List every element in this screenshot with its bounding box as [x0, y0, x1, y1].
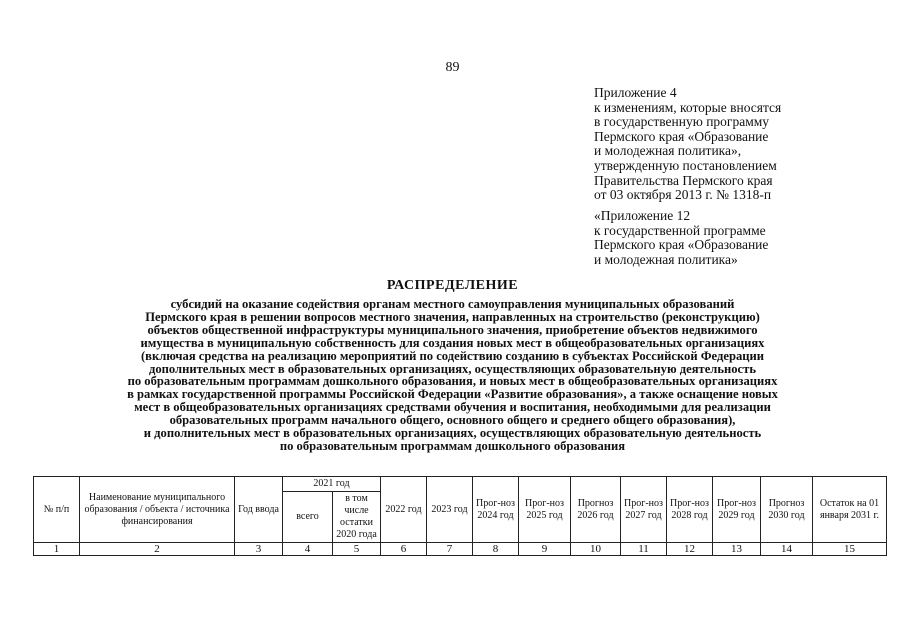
page-number: 89 [445, 60, 460, 75]
appendix-line: от 03 октября 2013 г. № 1318-п [594, 187, 772, 203]
header-year-input: Год ввода [235, 477, 283, 543]
column-number: 4 [283, 543, 333, 556]
subtitle-line: по образовательным программам дошкольного образования [279, 438, 626, 453]
column-number: 9 [519, 543, 571, 556]
header-2028: Прог-ноз 2028 год [667, 477, 713, 543]
column-number: 14 [761, 543, 813, 556]
column-number: 1 [34, 543, 80, 556]
column-number: 3 [235, 543, 283, 556]
header-2025: Прог-ноз 2025 год [519, 477, 571, 543]
header-2029: Прог-ноз 2029 год [713, 477, 761, 543]
document-title: РАСПРЕДЕЛЕНИЕ [386, 278, 519, 293]
appendix-line: и молодежная политика», [594, 143, 742, 159]
subtitle-line: и дополнительных мест в образовательных организациях, осуществляющих образовательную деятельность [143, 426, 762, 441]
header-2023: 2023 год [427, 477, 473, 543]
appendix-line: Приложение 4 [594, 85, 677, 100]
subtitle-line: (включая средства на реализацию мероприятий по содействию созданию в субъектах Российской Федерации [140, 348, 765, 363]
appendix-block [594, 86, 781, 203]
appendix-sub-line: Пермского края «Образование [594, 237, 769, 253]
header-rest: Остаток на 01 января 2031 г. [813, 477, 887, 543]
column-number: 10 [571, 543, 621, 556]
appendix-line: к изменениям, которые вносятся [594, 99, 782, 115]
column-number: 15 [813, 543, 887, 556]
subtitle-line: Пермского края в решении вопросов местного значения, направленных на строительство (реконструкцию) [145, 309, 760, 324]
column-number: 2 [80, 543, 235, 556]
appendix-line: Правительства Пермского края [594, 172, 773, 188]
column-number: 6 [381, 543, 427, 556]
header-2024: Прог-ноз 2024 год [473, 477, 519, 543]
appendix-sub-block [594, 209, 768, 267]
header-2027: Прог-ноз 2027 год [621, 477, 667, 543]
header-2021-incl: в том числе остатки 2020 года [333, 492, 381, 543]
appendix-line: в государственную программу [594, 114, 770, 130]
header-num: № п/п [34, 477, 80, 543]
subtitle-line: в рамках государственной программы Российской Федерации «Развитие образования», а также оснащение новых [127, 387, 778, 402]
header-2021-group: 2021 год [283, 477, 381, 492]
appendix-sub-line: и молодежная политика» [594, 251, 738, 267]
appendix-sub-line: к государственной программе [594, 222, 766, 238]
column-number: 13 [713, 543, 761, 556]
subtitle-line: по образовательным программам дошкольного образования, и новых мест в общеобразовательных организациях [127, 374, 778, 389]
subtitle-line: мест в общеобразовательных организациях средствами обучения и воспитания, необходимыми для реализации [134, 400, 771, 415]
subtitle-line: образовательных программ начального общего, основного общего и среднего общего образования), [169, 413, 736, 428]
header-2022: 2022 год [381, 477, 427, 543]
distribution-table [33, 476, 887, 556]
header-name: Наименование муниципального образования / объекта / источника финансирования [80, 477, 235, 543]
appendix-line: утвержденную постановлением [594, 157, 777, 173]
subtitle-line: имущества в муниципальную собственность для создания новых мест в общеобразовательных организациях [140, 335, 765, 350]
subtitle-line: субсидий на оказание содействия органам местного самоуправления муниципальных образований [170, 297, 735, 311]
column-number: 11 [621, 543, 667, 556]
header-2026: Прогноз 2026 год [571, 477, 621, 543]
document-subtitle [0, 298, 905, 453]
subtitle-line: дополнительных мест в образовательных организациях, осуществляющих образовательную деятельность [148, 361, 756, 376]
column-number: 5 [333, 543, 381, 556]
appendix-sub-line: «Приложение 12 [594, 208, 691, 223]
subtitle-line: объектов общественной инфраструктуры муниципального значения, приобретение объектов недвижимого [147, 322, 758, 337]
column-number: 8 [473, 543, 519, 556]
header-2021-total: всего [283, 492, 333, 543]
header-2030: Прогноз 2030 год [761, 477, 813, 543]
column-number: 12 [667, 543, 713, 556]
column-number: 7 [427, 543, 473, 556]
appendix-line: Пермского края «Образование [594, 128, 769, 144]
